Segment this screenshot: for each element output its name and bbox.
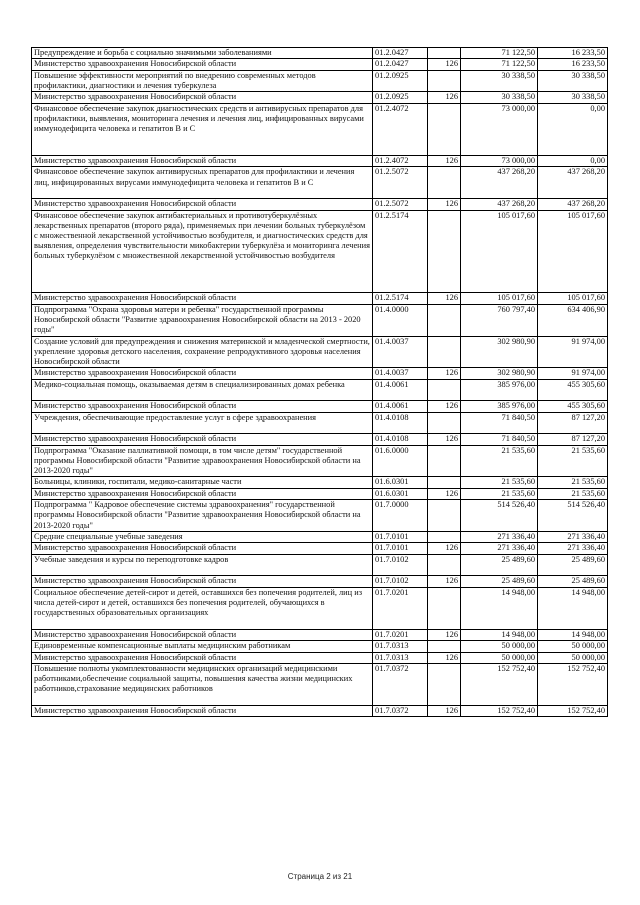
row-value1-cell: 71 840,50 bbox=[461, 412, 538, 434]
table-row bbox=[32, 705, 608, 716]
table-row bbox=[32, 92, 608, 103]
row-value2-cell: 30 338,50 bbox=[538, 92, 608, 103]
row-code-cell: 01.2.4072 bbox=[373, 103, 428, 155]
row-group-cell bbox=[428, 336, 461, 368]
table-row bbox=[32, 641, 608, 652]
row-name-cell: Министерство здравоохранения Новосибирской области bbox=[32, 59, 373, 70]
row-name-cell: Министерство здравоохранения Новосибирской области bbox=[32, 155, 373, 166]
row-code-cell: 01.7.0372 bbox=[373, 705, 428, 716]
table-row bbox=[32, 554, 608, 576]
row-value2-cell: 30 338,50 bbox=[538, 70, 608, 92]
row-group-cell: 126 bbox=[428, 155, 461, 166]
budget-table-body bbox=[32, 48, 608, 717]
row-code-cell: 01.7.0313 bbox=[373, 641, 428, 652]
row-group-cell: 126 bbox=[428, 434, 461, 445]
row-name-cell: Подпрограмма "Оказание паллиативной помощи, в том числе детям" государственной программы Новосибирской области "Развитие здравоохранения Новосибирской области на 2013-2020 годы" bbox=[32, 445, 373, 477]
row-code-cell: 01.7.0101 bbox=[373, 532, 428, 543]
row-name-cell: Финансовое обеспечение закупок антибактериальных и противотуберкулёзных лекарственных препаратов (второго ряда), применяемых при лечении больных туберкулёзом с множественной лекарственной устойчивостью возбудителя, и диагностических средств для выявления, определения чувствительности микобактерии туберкулёза и мониторинга лечения больных туберкулёзом с множественной лекарственной устойчивостью возбудителя bbox=[32, 210, 373, 293]
row-value1-cell: 14 948,00 bbox=[461, 629, 538, 640]
row-name-cell: Социальное обеспечение детей-сирот и детей, оставшихся без попечения родителей, лиц из числа детей-сирот и детей, оставшихся без попечения родителей, обучающихся в государственных образовательных организациях bbox=[32, 587, 373, 629]
row-group-cell: 126 bbox=[428, 199, 461, 210]
table-row bbox=[32, 199, 608, 210]
row-value1-cell: 73 000,00 bbox=[461, 155, 538, 166]
row-value2-cell: 0,00 bbox=[538, 103, 608, 155]
row-group-cell bbox=[428, 554, 461, 576]
row-code-cell: 01.2.5072 bbox=[373, 167, 428, 199]
row-value1-cell: 71 122,50 bbox=[461, 59, 538, 70]
row-group-cell bbox=[428, 412, 461, 434]
row-value1-cell: 271 336,40 bbox=[461, 532, 538, 543]
row-group-cell: 126 bbox=[428, 92, 461, 103]
row-code-cell: 01.7.0201 bbox=[373, 587, 428, 629]
row-code-cell: 01.7.0102 bbox=[373, 554, 428, 576]
row-value1-cell: 73 000,00 bbox=[461, 103, 538, 155]
row-code-cell: 01.6.0301 bbox=[373, 488, 428, 499]
row-value1-cell: 302 980,90 bbox=[461, 336, 538, 368]
table-row bbox=[32, 103, 608, 155]
row-group-cell bbox=[428, 167, 461, 199]
row-group-cell bbox=[428, 304, 461, 336]
row-name-cell: Министерство здравоохранения Новосибирской области bbox=[32, 199, 373, 210]
row-value2-cell: 455 305,60 bbox=[538, 379, 608, 401]
row-value1-cell: 437 268,20 bbox=[461, 167, 538, 199]
row-code-cell: 01.4.0037 bbox=[373, 368, 428, 379]
row-value1-cell: 71 840,50 bbox=[461, 434, 538, 445]
table-row bbox=[32, 434, 608, 445]
row-group-cell bbox=[428, 500, 461, 532]
row-group-cell: 126 bbox=[428, 652, 461, 663]
row-value1-cell: 50 000,00 bbox=[461, 641, 538, 652]
row-name-cell: Подпрограмма "Охрана здоровья матери и ребенка" государственной программы Новосибирской области "Развитие здравоохранения Новосибирской области на 2013 - 2020 годы" bbox=[32, 304, 373, 336]
row-code-cell: 01.4.0000 bbox=[373, 304, 428, 336]
budget-table bbox=[31, 47, 608, 717]
row-code-cell: 01.2.0427 bbox=[373, 59, 428, 70]
row-value2-cell: 105 017,60 bbox=[538, 210, 608, 293]
row-value1-cell: 437 268,20 bbox=[461, 199, 538, 210]
row-code-cell: 01.7.0102 bbox=[373, 576, 428, 587]
row-group-cell: 126 bbox=[428, 543, 461, 554]
row-name-cell: Больницы, клиники, госпитали, медико-санитарные части bbox=[32, 477, 373, 488]
row-value1-cell: 25 489,60 bbox=[461, 554, 538, 576]
row-value2-cell: 91 974,00 bbox=[538, 368, 608, 379]
row-group-cell bbox=[428, 477, 461, 488]
row-value1-cell: 152 752,40 bbox=[461, 663, 538, 705]
row-value2-cell: 25 489,60 bbox=[538, 576, 608, 587]
row-group-cell bbox=[428, 587, 461, 629]
row-name-cell: Финансовое обеспечение закупок диагностических средств и антивирусных препаратов для профилактики, выявления, мониторинга лечения и лечения лиц, инфицированных вирусами иммунодефицита человека и гепатитов В и С bbox=[32, 103, 373, 155]
row-value2-cell: 14 948,00 bbox=[538, 629, 608, 640]
row-name-cell: Средние специальные учебные заведения bbox=[32, 532, 373, 543]
table-row bbox=[32, 652, 608, 663]
row-value1-cell: 71 122,50 bbox=[461, 48, 538, 59]
row-value1-cell: 14 948,00 bbox=[461, 587, 538, 629]
table-row bbox=[32, 587, 608, 629]
table-row bbox=[32, 477, 608, 488]
row-value1-cell: 302 980,90 bbox=[461, 368, 538, 379]
table-row bbox=[32, 629, 608, 640]
table-row bbox=[32, 663, 608, 705]
row-value2-cell: 87 127,20 bbox=[538, 412, 608, 434]
row-group-cell bbox=[428, 641, 461, 652]
row-name-cell: Министерство здравоохранения Новосибирской области bbox=[32, 705, 373, 716]
row-value1-cell: 21 535,60 bbox=[461, 477, 538, 488]
row-code-cell: 01.4.0108 bbox=[373, 412, 428, 434]
row-name-cell: Единовременные компенсационные выплаты медицинским работникам bbox=[32, 641, 373, 652]
page-number: Страница 2 из 21 bbox=[287, 872, 353, 881]
row-name-cell: Министерство здравоохранения Новосибирской области bbox=[32, 652, 373, 663]
row-group-cell bbox=[428, 663, 461, 705]
row-value2-cell: 437 268,20 bbox=[538, 167, 608, 199]
row-group-cell: 126 bbox=[428, 293, 461, 304]
row-value1-cell: 760 797,40 bbox=[461, 304, 538, 336]
row-value1-cell: 105 017,60 bbox=[461, 293, 538, 304]
row-group-cell: 126 bbox=[428, 368, 461, 379]
row-code-cell: 01.2.5072 bbox=[373, 199, 428, 210]
row-name-cell: Министерство здравоохранения Новосибирской области bbox=[32, 368, 373, 379]
row-group-cell: 126 bbox=[428, 629, 461, 640]
row-code-cell: 01.7.0201 bbox=[373, 629, 428, 640]
row-code-cell: 01.2.0427 bbox=[373, 48, 428, 59]
table-row bbox=[32, 304, 608, 336]
row-name-cell: Медико-социальная помощь, оказываемая детям в специализированных домах ребенка bbox=[32, 379, 373, 401]
row-code-cell: 01.6.0000 bbox=[373, 445, 428, 477]
row-value2-cell: 152 752,40 bbox=[538, 705, 608, 716]
table-row bbox=[32, 488, 608, 499]
row-name-cell: Подпрограмма " Кадровое обеспечение системы здравоохранения" государственной программы Новосибирской области "Развитие здравоохранения Новосибирской области на 2013-2020 годы" bbox=[32, 500, 373, 532]
row-value1-cell: 21 535,60 bbox=[461, 488, 538, 499]
row-name-cell: Учебные заведения и курсы по переподготовке кадров bbox=[32, 554, 373, 576]
row-name-cell: Министерство здравоохранения Новосибирской области bbox=[32, 434, 373, 445]
table-row bbox=[32, 293, 608, 304]
row-code-cell: 01.4.0037 bbox=[373, 336, 428, 368]
row-group-cell bbox=[428, 532, 461, 543]
row-group-cell: 126 bbox=[428, 705, 461, 716]
row-value1-cell: 50 000,00 bbox=[461, 652, 538, 663]
row-value2-cell: 91 974,00 bbox=[538, 336, 608, 368]
row-group-cell: 126 bbox=[428, 576, 461, 587]
row-code-cell: 01.2.5174 bbox=[373, 210, 428, 293]
row-name-cell: Министерство здравоохранения Новосибирской области bbox=[32, 576, 373, 587]
row-value2-cell: 21 535,60 bbox=[538, 445, 608, 477]
row-value1-cell: 385 976,00 bbox=[461, 401, 538, 412]
row-value2-cell: 271 336,40 bbox=[538, 532, 608, 543]
row-value1-cell: 385 976,00 bbox=[461, 379, 538, 401]
row-value2-cell: 14 948,00 bbox=[538, 587, 608, 629]
row-value1-cell: 271 336,40 bbox=[461, 543, 538, 554]
table-row bbox=[32, 210, 608, 293]
table-row bbox=[32, 532, 608, 543]
row-value1-cell: 30 338,50 bbox=[461, 70, 538, 92]
row-group-cell: 126 bbox=[428, 488, 461, 499]
row-group-cell: 126 bbox=[428, 401, 461, 412]
table-row bbox=[32, 48, 608, 59]
row-value1-cell: 21 535,60 bbox=[461, 445, 538, 477]
table-row bbox=[32, 401, 608, 412]
row-value2-cell: 105 017,60 bbox=[538, 293, 608, 304]
row-code-cell: 01.2.0925 bbox=[373, 92, 428, 103]
row-name-cell: Министерство здравоохранения Новосибирской области bbox=[32, 293, 373, 304]
row-code-cell: 01.6.0301 bbox=[373, 477, 428, 488]
row-code-cell: 01.4.0061 bbox=[373, 379, 428, 401]
row-name-cell: Министерство здравоохранения Новосибирской области bbox=[32, 92, 373, 103]
row-value2-cell: 16 233,50 bbox=[538, 48, 608, 59]
table-row bbox=[32, 412, 608, 434]
row-value1-cell: 514 526,40 bbox=[461, 500, 538, 532]
row-group-cell bbox=[428, 103, 461, 155]
row-code-cell: 01.7.0313 bbox=[373, 652, 428, 663]
row-code-cell: 01.7.0372 bbox=[373, 663, 428, 705]
row-value2-cell: 152 752,40 bbox=[538, 663, 608, 705]
row-name-cell: Повышение полноты укомплектованности медицинских организаций медицинскими работниками,обеспечение социальной защиты, повышения качества жизни медицинских работников,страхование медицинских работников bbox=[32, 663, 373, 705]
row-group-cell bbox=[428, 48, 461, 59]
row-value2-cell: 437 268,20 bbox=[538, 199, 608, 210]
row-value1-cell: 105 017,60 bbox=[461, 210, 538, 293]
row-group-cell bbox=[428, 70, 461, 92]
row-value2-cell: 271 336,40 bbox=[538, 543, 608, 554]
row-name-cell: Министерство здравоохранения Новосибирской области bbox=[32, 629, 373, 640]
table-row bbox=[32, 576, 608, 587]
row-code-cell: 01.2.4072 bbox=[373, 155, 428, 166]
table-row bbox=[32, 368, 608, 379]
row-value2-cell: 50 000,00 bbox=[538, 641, 608, 652]
row-name-cell: Министерство здравоохранения Новосибирской области bbox=[32, 488, 373, 499]
row-group-cell bbox=[428, 379, 461, 401]
row-code-cell: 01.2.0925 bbox=[373, 70, 428, 92]
row-code-cell: 01.7.0101 bbox=[373, 543, 428, 554]
row-code-cell: 01.2.5174 bbox=[373, 293, 428, 304]
row-name-cell: Учреждения, обеспечивающие предоставление услуг в сфере здравоохранения bbox=[32, 412, 373, 434]
table-row bbox=[32, 59, 608, 70]
table-row bbox=[32, 167, 608, 199]
table-row bbox=[32, 336, 608, 368]
row-name-cell: Министерство здравоохранения Новосибирской области bbox=[32, 543, 373, 554]
row-code-cell: 01.7.0000 bbox=[373, 500, 428, 532]
row-value2-cell: 21 535,60 bbox=[538, 477, 608, 488]
row-value2-cell: 16 233,50 bbox=[538, 59, 608, 70]
table-row bbox=[32, 500, 608, 532]
row-name-cell: Повышение эффективности мероприятий по внедрению современных методов профилактики, диагностики и лечения туберкулеза bbox=[32, 70, 373, 92]
table-row bbox=[32, 445, 608, 477]
row-group-cell: 126 bbox=[428, 59, 461, 70]
row-value1-cell: 25 489,60 bbox=[461, 576, 538, 587]
row-name-cell: Финансовое обеспечение закупок антивирусных препаратов для профилактики и лечения лиц, инфицированных вирусами иммунодефицита человека и гепатитов В и С bbox=[32, 167, 373, 199]
row-value1-cell: 152 752,40 bbox=[461, 705, 538, 716]
row-name-cell: Создание условий для предупреждения и снижения материнской и младенческой смертности, укрепление здоровья детского населения, сохранение репродуктивного здоровья населения Новосибирской области bbox=[32, 336, 373, 368]
row-value2-cell: 514 526,40 bbox=[538, 500, 608, 532]
row-group-cell bbox=[428, 445, 461, 477]
table-row bbox=[32, 70, 608, 92]
row-value2-cell: 50 000,00 bbox=[538, 652, 608, 663]
row-name-cell: Министерство здравоохранения Новосибирской области bbox=[32, 401, 373, 412]
table-row bbox=[32, 543, 608, 554]
row-value2-cell: 87 127,20 bbox=[538, 434, 608, 445]
row-value2-cell: 25 489,60 bbox=[538, 554, 608, 576]
row-group-cell bbox=[428, 210, 461, 293]
row-name-cell: Предупреждение и борьба с социально значимыми заболеваниями bbox=[32, 48, 373, 59]
row-code-cell: 01.4.0061 bbox=[373, 401, 428, 412]
row-value2-cell: 455 305,60 bbox=[538, 401, 608, 412]
row-value2-cell: 634 406,90 bbox=[538, 304, 608, 336]
table-row bbox=[32, 379, 608, 401]
row-value1-cell: 30 338,50 bbox=[461, 92, 538, 103]
table-row bbox=[32, 155, 608, 166]
row-code-cell: 01.4.0108 bbox=[373, 434, 428, 445]
row-value2-cell: 0,00 bbox=[538, 155, 608, 166]
row-value2-cell: 21 535,60 bbox=[538, 488, 608, 499]
